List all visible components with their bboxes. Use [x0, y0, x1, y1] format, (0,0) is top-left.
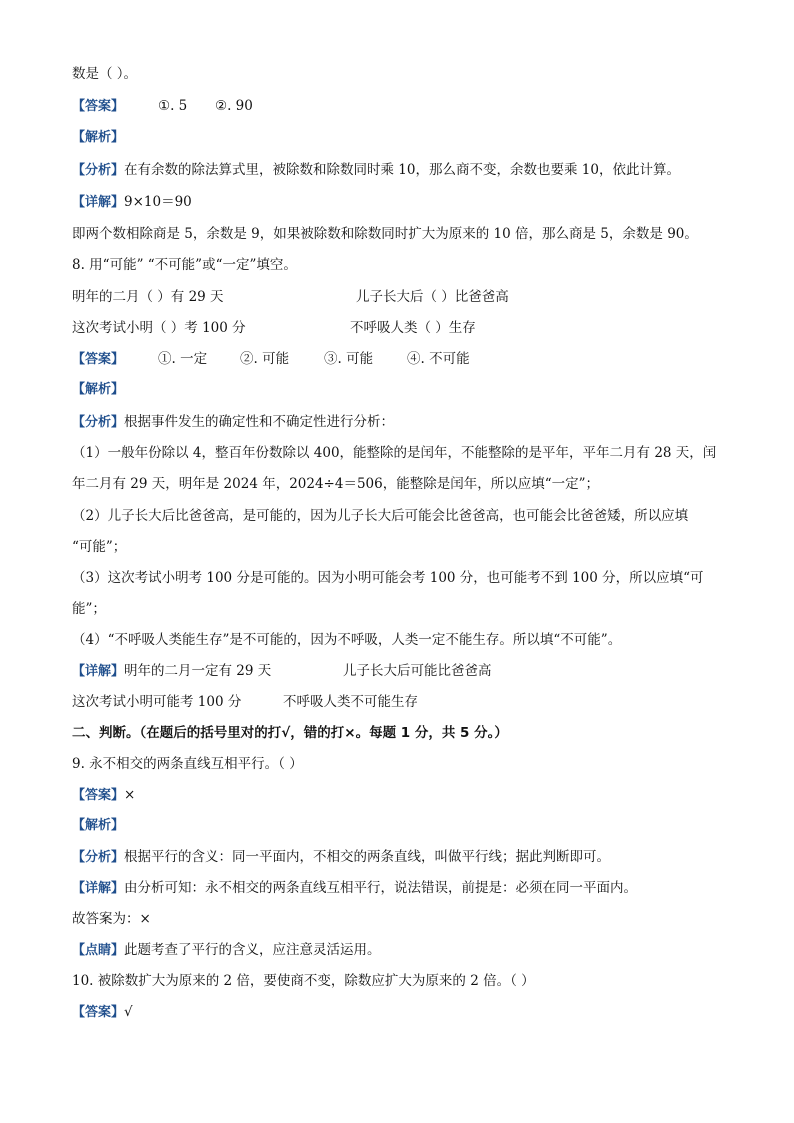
answer-item: ②. 可能 — [240, 351, 290, 367]
answer-item: ③. 可能 — [324, 351, 374, 367]
text-line: 年二月有 29 天，明年是 2024 年，2024÷4＝506，能整除是闰年，所以应填“一定”； — [72, 476, 600, 492]
question-9: 9. 永不相交的两条直线互相平行。（ ） — [72, 756, 303, 772]
question-8-blank-d: 不呼吸人类（ ）生存 — [350, 320, 476, 336]
xiangjie-tag: 【详解】 — [72, 881, 125, 896]
detail-line — [72, 878, 637, 899]
xiangjie-text: 明年的二月一定有 29 天 — [124, 663, 272, 679]
answer-tag: 【答案】 — [72, 1005, 125, 1020]
answer-tag: 【答案】 — [72, 788, 125, 803]
text-line: “可能”； — [72, 539, 127, 555]
analysis-line — [72, 847, 610, 868]
answer-tag: 【答案】 — [72, 352, 125, 367]
detail-text: 这次考试小明可能考 100 分 — [72, 694, 242, 710]
analysis-tag: 【解析】 — [72, 818, 125, 833]
xiangjie-tag: 【详解】 — [72, 664, 125, 679]
analysis-line — [72, 412, 394, 433]
section-heading: 二、判断。（在题后的括号里对的打√，错的打×。每题 1 分，共 5 分。） — [72, 725, 508, 741]
text-line: 数是（ ）。 — [72, 66, 138, 82]
answer-value: × — [124, 787, 136, 803]
answer-item: ②. 90 — [215, 98, 253, 114]
text-line: 故答案为：× — [72, 911, 151, 927]
question-8-blank-a: 明年的二月（ ）有 29 天 — [72, 289, 224, 305]
note-line — [72, 940, 381, 961]
detail-text: 儿子长大后可能比爸爸高 — [343, 663, 492, 679]
text-line: （1）一般年份除以 4，整百年份数除以 400，能整除的是闰年，不能整除的是平年，平年二月有 28 天，闰 — [72, 445, 717, 461]
answer-row — [72, 349, 124, 370]
fenxi-text: 根据事件发生的确定性和不确定性进行分析： — [124, 414, 395, 430]
analysis-tag: 【解析】 — [72, 382, 125, 397]
question-8-blank-b: 儿子长大后（ ）比爸爸高 — [356, 289, 509, 305]
fenxi-tag: 【分析】 — [72, 850, 125, 865]
detail-line — [72, 192, 192, 213]
text-line: 能”； — [72, 601, 106, 617]
question-8: 8. 用“可能” “不可能”或“一定”填空。 — [72, 257, 297, 273]
xiangjie-tag: 【详解】 — [72, 195, 125, 210]
text-line: 即两个数相除商是 5，余数是 9，如果被除数和除数同时扩大为原来的 10 倍，那么商是 5，余数是 90。 — [72, 226, 698, 242]
question-10: 10. 被除数扩大为原来的 2 倍，要使商不变，除数应扩大为原来的 2 倍。（ ） — [72, 973, 535, 989]
detail-text: 不呼吸人类不可能生存 — [283, 694, 418, 710]
text-line: （4）“不呼吸人类能生存”是不可能的，因为不呼吸，人类一定不能生存。所以填“不可能”。 — [72, 632, 622, 648]
answer-item: ①. 5 — [158, 98, 188, 114]
fenxi-text: 在有余数的除法算式里，被除数和除数同时乘 10，那么商不变，余数也要乘 10，依此计算。 — [124, 162, 680, 178]
answer-item: ④. 不可能 — [407, 351, 470, 367]
dianjing-text: 此题考查了平行的含义，应注意灵活运用。 — [124, 942, 381, 958]
detail-line — [72, 661, 271, 682]
text-line: （2）儿子长大后比爸爸高，是可能的，因为儿子长大后可能会比爸爸高，也可能会比爸爸矮，所以应填 — [72, 508, 689, 524]
analysis-line — [72, 160, 680, 181]
answer-row — [72, 96, 124, 117]
xiangjie-text: 由分析可知：永不相交的两条直线互相平行，说法错误，前提是：必须在同一平面内。 — [124, 880, 638, 896]
answer-value: √ — [124, 1004, 133, 1020]
answer-tag: 【答案】 — [72, 99, 125, 114]
text-line: （3）这次考试小明考 100 分是可能的。因为小明可能会考 100 分，也可能考不到 100 分，所以应填“可 — [72, 570, 704, 586]
xiangjie-text: 9×10＝90 — [124, 194, 192, 210]
dianjing-tag: 【点睛】 — [72, 943, 125, 958]
fenxi-tag: 【分析】 — [72, 415, 125, 430]
answer-item: ①. 一定 — [158, 351, 208, 367]
answer-row — [72, 1002, 133, 1023]
fenxi-tag: 【分析】 — [72, 163, 125, 178]
analysis-tag: 【解析】 — [72, 130, 125, 145]
fenxi-text: 根据平行的含义：同一平面内，不相交的两条直线，叫做平行线；据此判断即可。 — [124, 849, 611, 865]
question-8-blank-c: 这次考试小明（ ）考 100 分 — [72, 320, 246, 336]
answer-row — [72, 785, 135, 806]
